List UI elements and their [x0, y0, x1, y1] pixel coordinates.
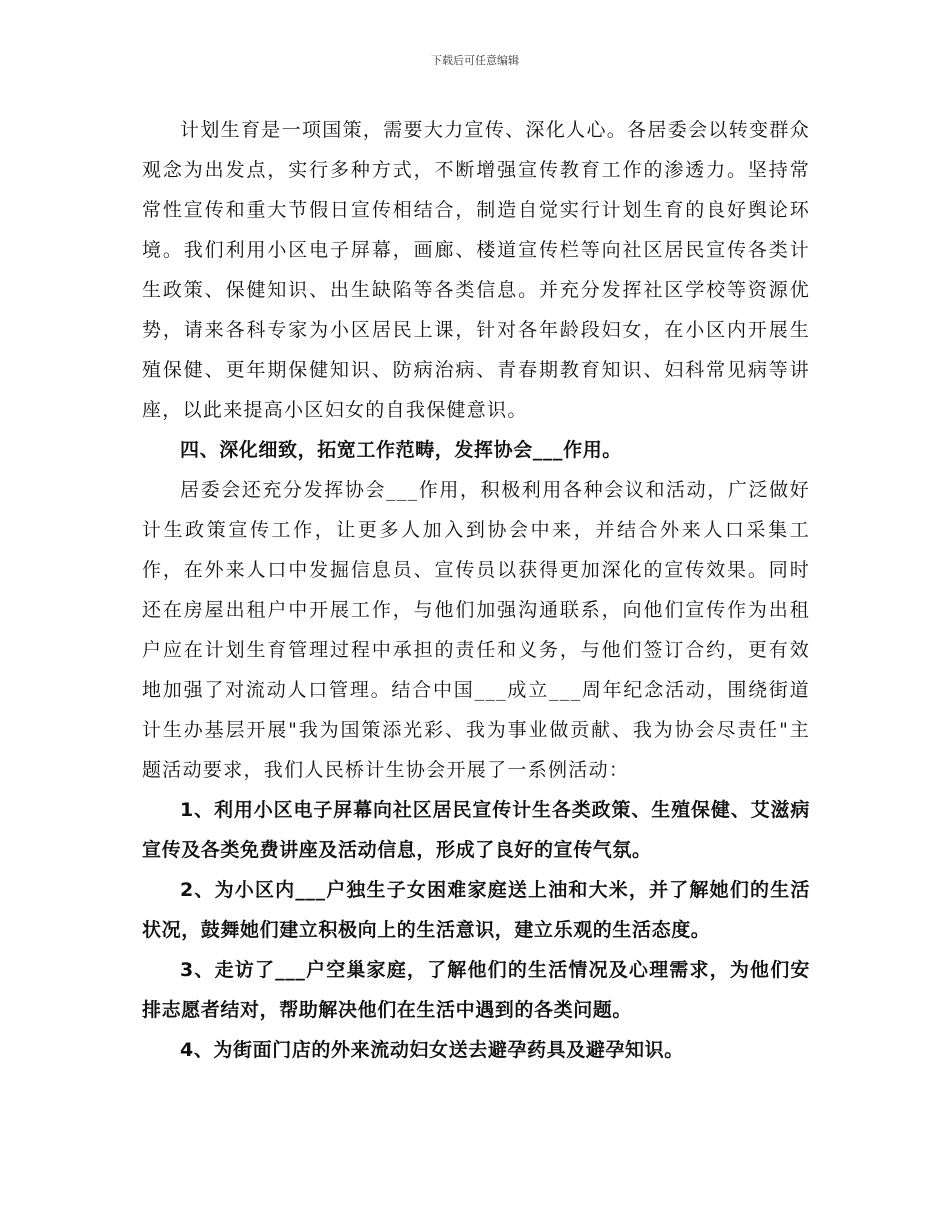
section-heading-four: 四、深化细致，拓宽工作范畴，发挥协会___作用。 [180, 439, 622, 461]
list-item-1: 1、利用小区电子屏幕向社区居民宣传计生各类政策、生殖保健、艾滋病宣传及各类免费讲座及活动信息，形成了良好的宣传气氛。 [142, 799, 810, 861]
list-item-3: 3、走访了___户空巢家庭，了解他们的生活情况及心理需求，为他们安排志愿者结对，帮助解决他们在生活中遇到的各类问题。 [142, 959, 810, 1021]
list-item-2: 2、为小区内___户独生子女困难家庭送上油和大米，并了解她们的生活状况，鼓舞她们建立积极向上的生活意识，建立乐观的生活态度。 [142, 879, 810, 941]
document-body [142, 110, 810, 1070]
paragraph-association: 居委会还充分发挥协会___作用，积极利用各种会议和活动，广泛做好计生政策宣传工作，让更多人加入到协会中来，并结合外来人口采集工作，在外来人口中发掘信息员、宣传员以获得更加深化的宣传效果。同时还在房屋出租户中开展工作，与他们加强沟通联系，向他们宣传作为出租户应在计划生育管理过程中承担的责任和义务，与他们签订合约，更有效地加强了对流动人口管理。结合中国___成立___周年纪念活动，围绕街道计生办基层开展"我为国策添光彩、我为事业做贡献、我为协会尽责任"主题活动要求，我们人民桥计生协会开展了一系例活动： [142, 479, 810, 781]
page-header: 下载后可任意编辑 [431, 54, 519, 67]
list-item-4: 4、为街面门店的外来流动妇女送去避孕药具及避孕知识。 [180, 1039, 684, 1061]
paragraph-publicity: 计划生育是一项国策，需要大力宣传、深化人心。各居委会以转变群众观念为出发点，实行多种方式，不断增强宣传教育工作的渗透力。坚持常常性宣传和重大节假日宣传相结合，制造自觉实行计划生育的良好舆论环境。我们利用小区电子屏幕，画廊、楼道宣传栏等向社区居民宣传各类计生政策、保健知识、出生缺陷等各类信息。并充分发挥社区学校等资源优势，请来各科专家为小区居民上课，针对各年龄段妇女，在小区内开展生殖保健、更年期保健知识、防病治病、青春期教育知识、妇科常见病等讲座，以此来提高小区妇女的自我保健意识。 [142, 119, 810, 421]
